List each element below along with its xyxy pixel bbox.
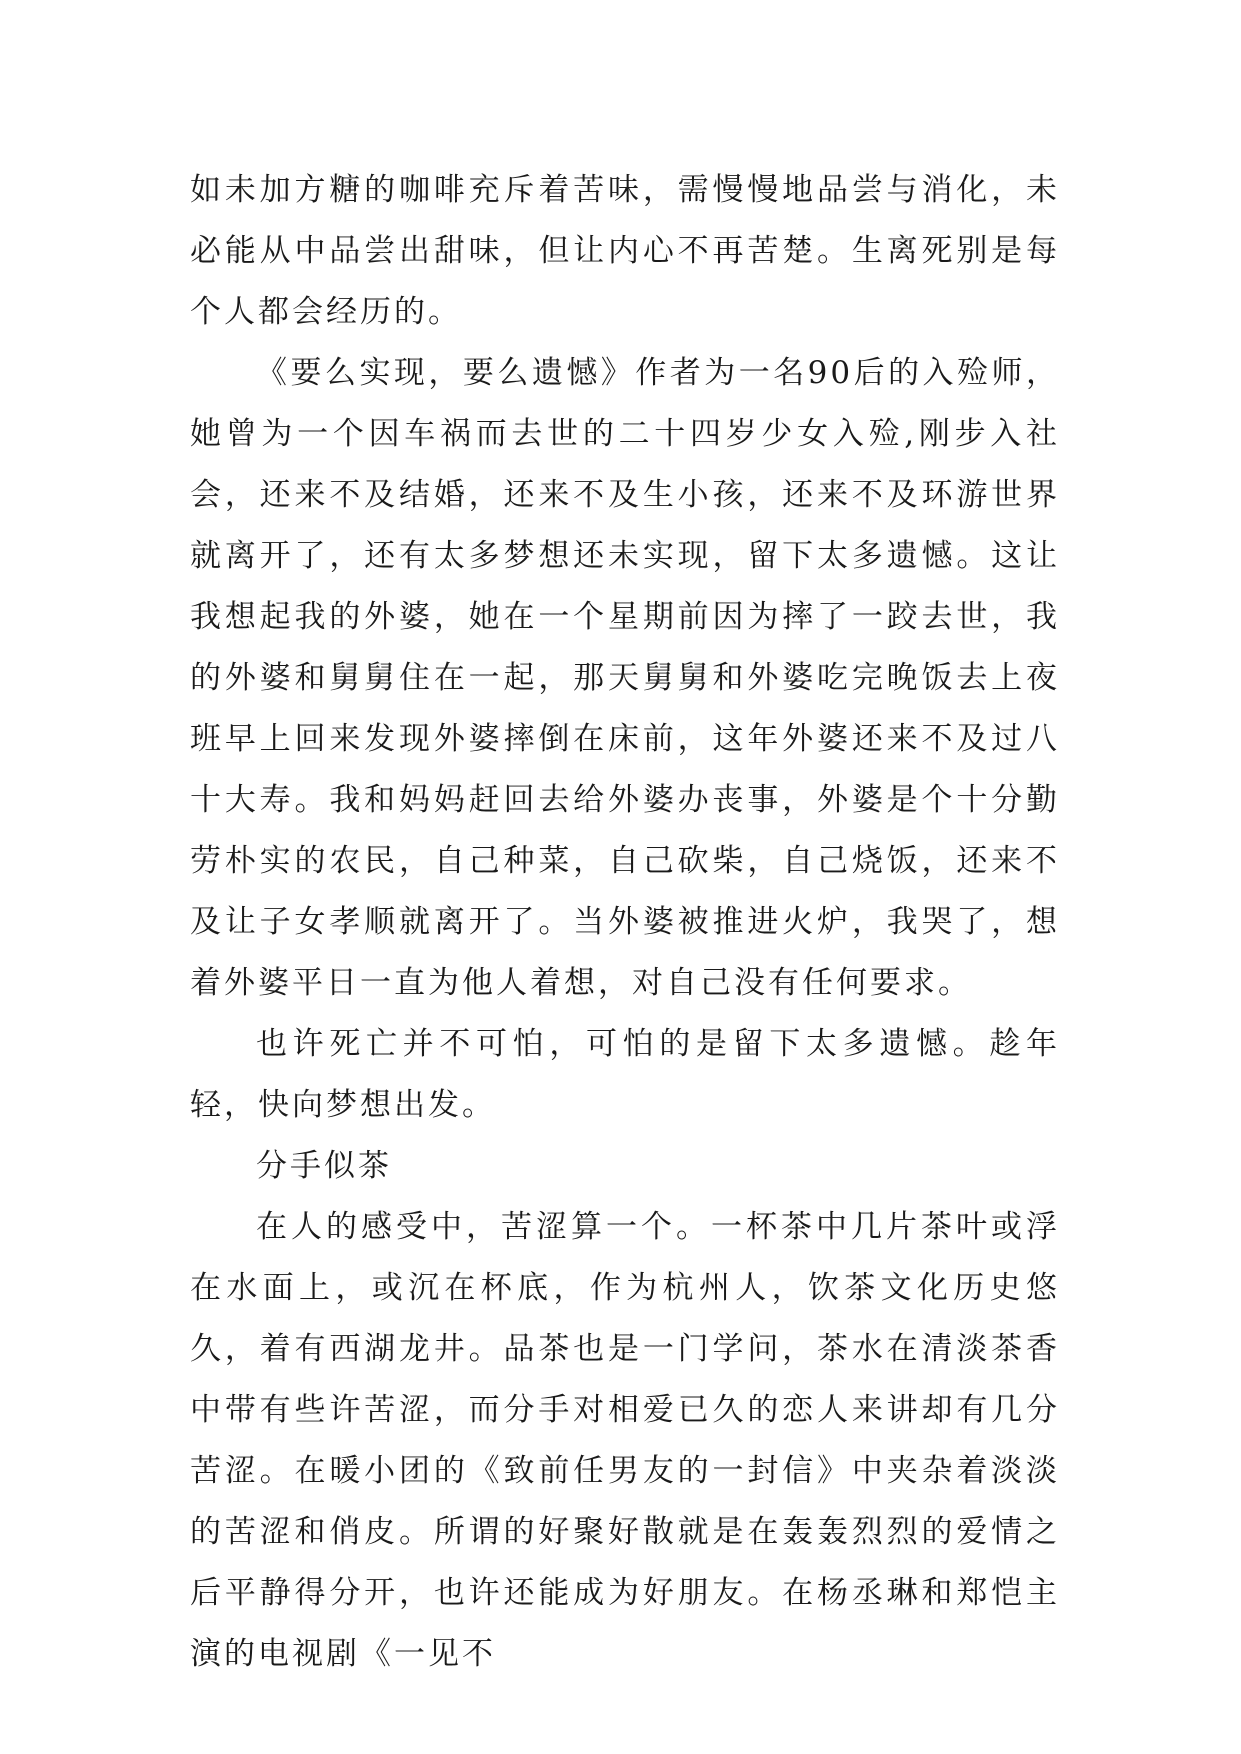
- document-page: [190, 160, 1060, 1685]
- paragraph-embalmer-story: 《要么实现，要么遗憾》作者为一名90后的入殓师，她曾为一个因车祸而去世的二十四岁少女入殓,刚步入社会，还来不及结婚，还来不及生小孩，还来不及环游世界就离开了，还有太多梦想还未实现，留下太多遗憾。这让我想起我的外婆，她在一个星期前因为摔了一跤去世，我的外婆和舅舅住在一起，那天舅舅和外婆吃完晚饭去上夜班早上回来发现外婆摔倒在床前，这年外婆还来不及过八十大寿。我和妈妈赶回去给外婆办丧事，外婆是个十分勤劳朴实的农民，自己种菜，自己砍柴，自己烧饭，还来不及让子女孝顺就离开了。当外婆被推进火炉，我哭了，想着外婆平日一直为他人着想，对自己没有任何要求。: [190, 355, 1060, 1001]
- paragraph-tea-breakup: 在人的感受中，苦涩算一个。一杯茶中几片茶叶或浮在水面上，或沉在杯底，作为杭州人，饮茶文化历史悠久，着有西湖龙井。品茶也是一门学问，茶水在清淡茶香中带有些许苦涩，而分手对相爱已久的恋人来讲却有几分苦涩。在暖小团的《致前任男友的一封信》中夹杂着淡淡的苦涩和俏皮。所谓的好聚好散就是在轰轰烈烈的爱情之后平静得分开，也许还能成为好朋友。在杨丞琳和郑恺主演的电视剧《一见不: [190, 1209, 1060, 1672]
- section-heading: 分手似茶: [256, 1148, 392, 1184]
- paragraph-conclusion: 也许死亡并不可怕，可怕的是留下太多遗憾。趁年轻，快向梦想出发。: [190, 1026, 1060, 1123]
- paragraph-coffee-intro: 如未加方糖的咖啡充斥着苦味，需慢慢地品尝与消化，未必能从中品尝出甜味，但让内心不再苦楚。生离死别是每个人都会经历的。: [190, 172, 1060, 330]
